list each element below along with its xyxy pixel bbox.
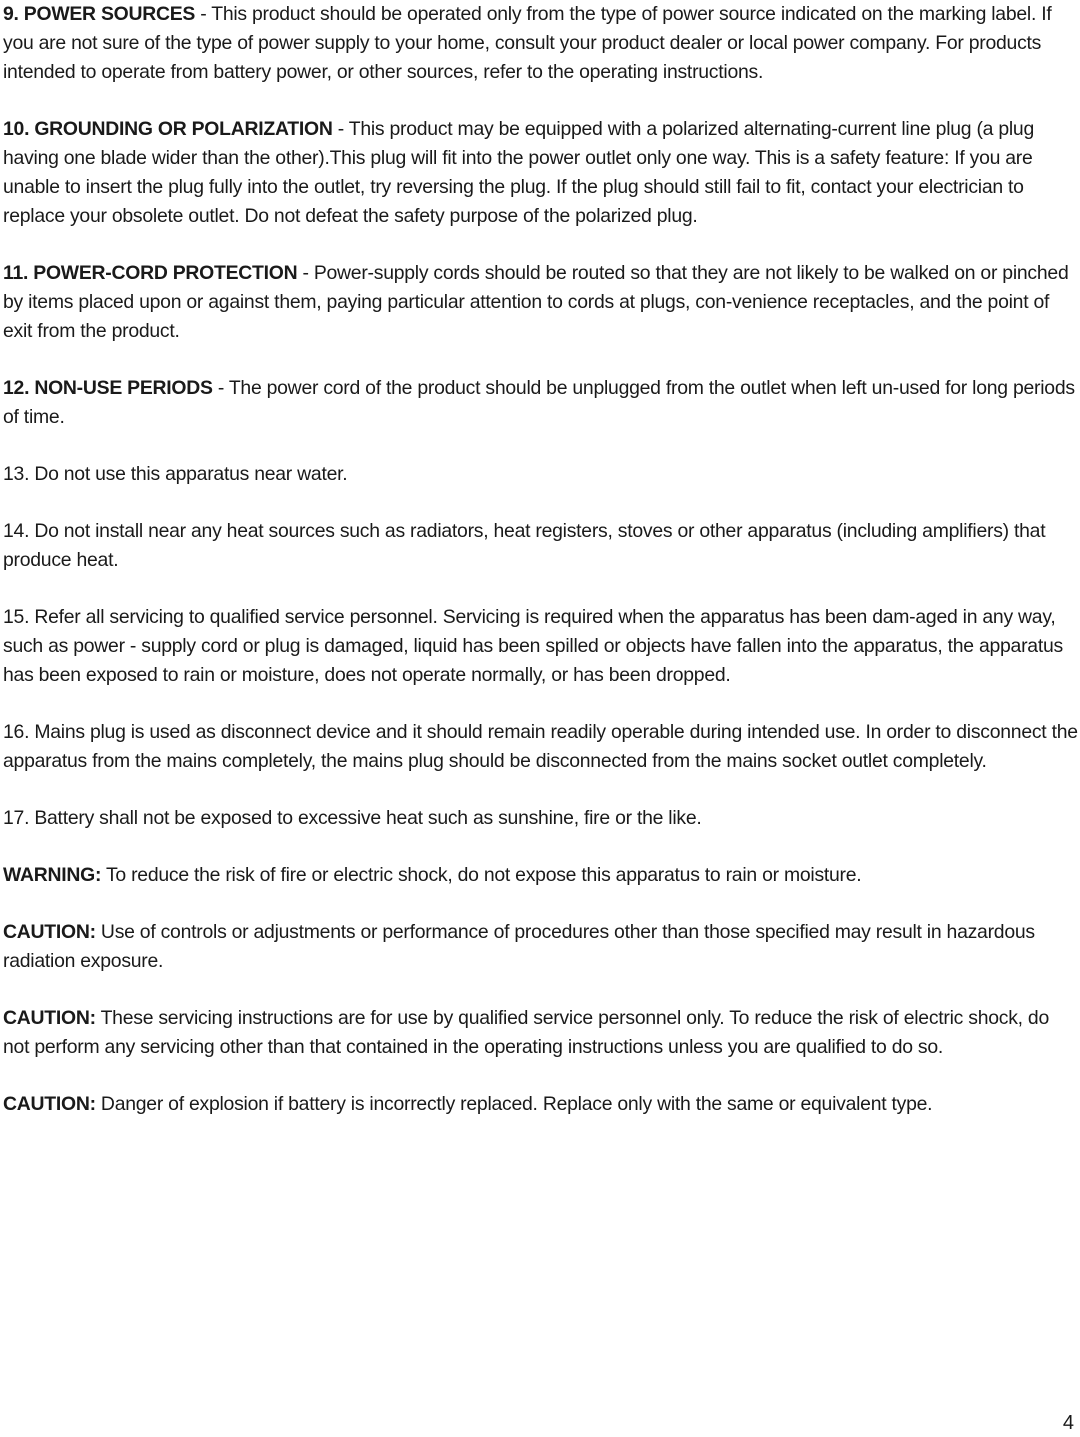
item-text: 16. Mains plug is used as disconnect device and it should remain readily operable during intended use. In order to disconnect the apparatus from the mains completely, the mains plug should be disconnected from the mains socket outlet completely. — [3, 721, 1078, 772]
caution-battery-explosion — [3, 1090, 1078, 1119]
paragraph-gap — [3, 690, 1078, 718]
section-heading: 12. NON-USE PERIODS — [3, 377, 213, 399]
section-body: - This product may be equipped with a polarized alternating-current line plug (a plug having one blade wider than the other).This plug will fit into the power outlet only one way. This is a safety feature: If you are unable to insert the plug fully into the outlet, try reversing the plug. If the plug should still fail to fit, contact your electrician to replace your obsolete outlet. Do not defeat the safety purpose of the polarized plug. — [3, 118, 1034, 227]
paragraph-gap — [3, 976, 1078, 1004]
caution-servicing — [3, 1004, 1078, 1062]
section-heading: 11. POWER-CORD PROTECTION — [3, 262, 298, 284]
caution-text: Danger of explosion if battery is incorrectly replaced. Replace only with the same or equivalent type. — [95, 1093, 933, 1115]
item-text: 15. Refer all servicing to qualified service personnel. Servicing is required when the apparatus has been dam-aged in any way, such as power - supply cord or plug is damaged, liquid has been spilled or objects have fallen into the apparatus, the apparatus has been exposed to rain or moisture, does not operate normally, or has been dropped. — [3, 606, 1063, 686]
paragraph-gap — [3, 776, 1078, 804]
paragraph-gap — [3, 432, 1078, 460]
item-text: 13. Do not use this apparatus near water. — [3, 463, 348, 485]
page-number: 4 — [1062, 1412, 1074, 1434]
warning-text: To reduce the risk of fire or electric shock, do not expose this apparatus to rain or moisture. — [101, 864, 862, 886]
caution-text: These servicing instructions are for use by qualified service personnel only. To reduce the risk of electric shock, do not perform any servicing other than that contained in the operating instructions unless you are qualified to do so. — [3, 1007, 1049, 1058]
section-power-sources — [3, 0, 1078, 87]
paragraph-gap — [3, 1062, 1078, 1090]
warning-notice — [3, 861, 1078, 890]
paragraph-gap — [3, 890, 1078, 918]
item-14-heat-sources — [3, 517, 1078, 575]
safety-instructions-page — [3, 0, 1078, 1119]
paragraph-gap — [3, 87, 1078, 115]
caution-label: CAUTION: — [3, 1093, 96, 1115]
warning-label: WARNING: — [3, 864, 102, 886]
section-body: - The power cord of the product should be unplugged from the outlet when left un-used for long periods of time. — [3, 377, 1075, 428]
paragraph-gap — [3, 346, 1078, 374]
paragraph-gap — [3, 489, 1078, 517]
caution-text: Use of controls or adjustments or performance of procedures other than those specified may result in hazardous radiation exposure. — [3, 921, 1035, 972]
section-power-cord-protection — [3, 259, 1078, 346]
section-body: - Power-supply cords should be routed so that they are not likely to be walked on or pinched by items placed upon or against them, paying particular attention to cords at plugs, con-venience receptacles, and the point of exit from the product. — [3, 262, 1069, 342]
caution-label: CAUTION: — [3, 921, 96, 943]
item-16-mains-plug — [3, 718, 1078, 776]
caution-radiation — [3, 918, 1078, 976]
section-grounding-polarization — [3, 115, 1078, 231]
paragraph-gap — [3, 575, 1078, 603]
paragraph-gap — [3, 231, 1078, 259]
item-text: 17. Battery shall not be exposed to excessive heat such as sunshine, fire or the like. — [3, 807, 702, 829]
section-non-use-periods — [3, 374, 1078, 432]
item-15-servicing — [3, 603, 1078, 690]
section-heading: 10. GROUNDING OR POLARIZATION — [3, 118, 333, 140]
item-17-battery-heat — [3, 804, 1078, 833]
paragraph-gap — [3, 833, 1078, 861]
item-13-water — [3, 460, 1078, 489]
section-heading: 9. POWER SOURCES — [3, 3, 196, 25]
item-text: 14. Do not install near any heat sources such as radiators, heat registers, stoves or other apparatus (including amplifiers) that produce heat. — [3, 520, 1046, 571]
section-body: - This product should be operated only from the type of power source indicated on the marking label. If you are not sure of the type of power supply to your home, consult your product dealer or local power company. For products intended to operate from battery power, or other sources, refer to the operating instructions. — [3, 3, 1052, 83]
caution-label: CAUTION: — [3, 1007, 96, 1029]
